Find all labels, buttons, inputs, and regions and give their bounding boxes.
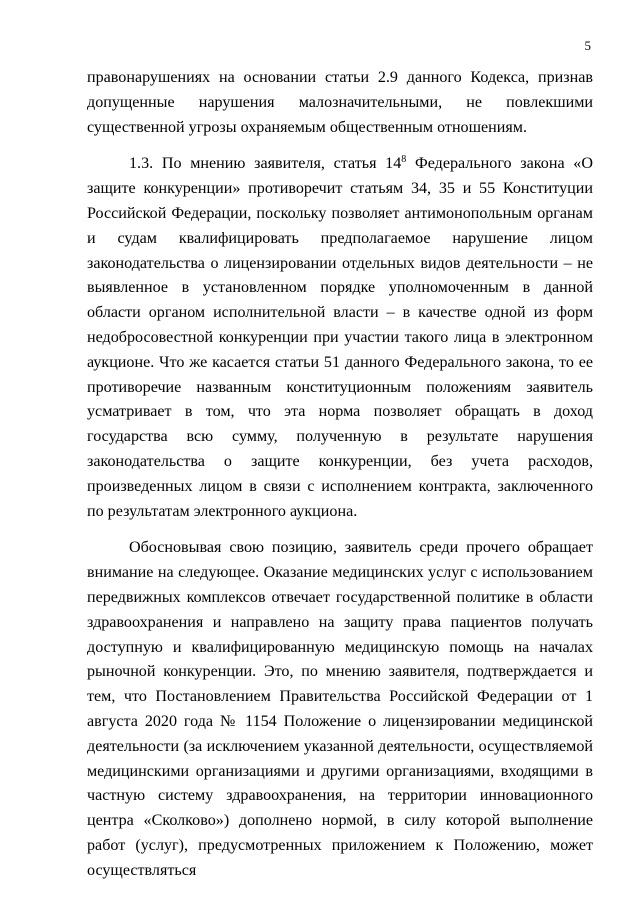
article-superscript: 8 [401, 154, 407, 166]
paragraph-text-after-superscript: Федерального закона «О защите конкуренции» противоречит статьям 34, 35 и 55 Конституции Российской Федерации, поскольку позволяет антимонопольным органам и судам квалифицировать предполагаемое нарушение лицом законодательства о лицензировании отдельных видов деятельности – не выявленное в установленном порядке уполномоченным в данной области органом исполнительной власти – в качестве одной из форм недобросовестной конкуренции при участии такого лица в электронном аукционе. Что же касается статьи 51 данного Федерального закона, то ее противоречие названным конституционным положениям заявитель усматривает в том, что эта норма позволяет обращать в доход государства всю сумму, полученную в результате нарушения законодательства о защите конкуренции, без учета расходов, произведенных лицом в связи с исполнением контракта, заключенного по результатам электронного аукциона. [87, 155, 593, 520]
paragraph-1-3 [87, 152, 593, 524]
paragraph-text-before-superscript: 1.3. По мнению заявителя, статья 14 [129, 155, 402, 173]
paragraph-continuation: правонарушениях на основании статьи 2.9 данного Кодекса, признав допущенные нарушения малозначительными, не повлекшими существенной угрозы охраняемым общественным отношениям. [87, 69, 593, 136]
paragraph-position: Обосновывая свою позицию, заявитель среди прочего обращает внимание на следующее. Оказание медицинских услуг с использованием передвижных комплексов отвечает государственной политике в области здравоохранения и направлено на защиту права пациентов получать доступную и квалифицированную медицинскую помощь на началах рыночной конкуренции. Это, по мнению заявителя, подтверждается и тем, что Постановлением Правительства Российской Федерации от 1 августа 2020 года № 1154 Положение о лицензировании медицинской деятельности (за исключением указанной деятельности, осуществляемой медицинскими организациями и другими организациями, входящими в частную систему здравоохранения, на территории инновационного центра «Сколково») дополнено нормой, в силу которой выполнение работ (услуг), предусмотренных приложением к Положению, может осуществляться [87, 539, 593, 879]
body-text [87, 66, 593, 884]
page-number: 5 [584, 38, 591, 53]
